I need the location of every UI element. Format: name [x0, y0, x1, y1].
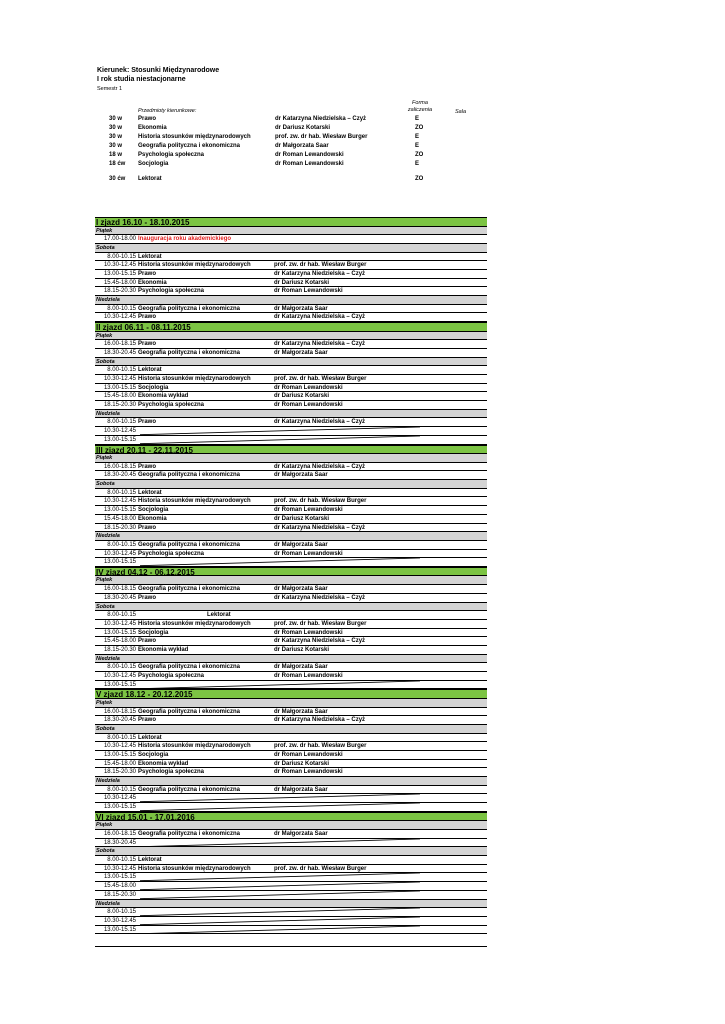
class-row [95, 611, 487, 620]
subject-row [97, 134, 487, 143]
class-subject: Historia stosunków międzynarodowych [138, 865, 251, 872]
class-teacher: dr Roman Lewandowski [274, 288, 343, 295]
class-row [95, 418, 487, 427]
class-subject: Prawo [138, 314, 157, 321]
class-teacher: dr Roman Lewandowski [274, 629, 343, 636]
class-row [95, 279, 487, 288]
class-row [95, 908, 487, 917]
class-time: 10.30-12.45 [103, 743, 136, 750]
subject-row [97, 161, 487, 170]
class-time: 16.00-18.15 [103, 341, 136, 348]
day-header: Piątek [95, 332, 487, 341]
cancelled-strike [140, 908, 420, 916]
cancelled-strike [140, 926, 420, 934]
class-row [95, 839, 487, 848]
subject-hours: 30 w [109, 134, 123, 140]
class-row [95, 384, 487, 393]
class-time: 8.00-10.15 [107, 664, 136, 671]
class-subject: Psychologia społeczna [138, 673, 205, 679]
class-time: 18.15-20.30 [103, 891, 136, 898]
day-header: Piątek [95, 699, 487, 708]
subject-name: Prawo [138, 116, 157, 122]
subject-name: Historia stosunków międzynarodowych [138, 134, 251, 140]
class-teacher: prof. zw. dr hab. Wiesław Burger [274, 498, 367, 505]
class-row [95, 742, 487, 751]
class-time: 16.00-18.15 [103, 463, 136, 470]
class-row [95, 873, 487, 882]
class-row [95, 882, 487, 891]
class-teacher: prof. zw. dr hab. Wiesław Burger [274, 620, 367, 627]
class-row [95, 830, 487, 839]
class-subject: Ekonomia wykład [138, 393, 189, 400]
class-row [95, 550, 487, 559]
subjects-header: Przedmioty kierunkowe: [138, 108, 197, 114]
class-subject: Psychologia społeczna [138, 402, 205, 409]
class-subject: Prawo [138, 419, 157, 426]
class-teacher: dr Małgorzata Saar [274, 472, 328, 479]
class-subject: Lektorat [138, 489, 162, 496]
cancelled-strike [140, 803, 420, 811]
class-time: 13.00-15.15 [103, 874, 136, 881]
class-time: 16.00-18.15 [103, 831, 136, 837]
cancelled-strike [140, 558, 420, 566]
class-time: 13.00-15.15 [103, 436, 136, 443]
class-time: 13.00-15.15 [103, 752, 136, 758]
subject-form: ZO [415, 152, 424, 158]
class-row [95, 594, 487, 603]
class-time: 10.30-12.45 [103, 498, 136, 505]
class-teacher: dr Katarzyna Niedzielska – Czyż [274, 270, 366, 277]
class-row [95, 261, 487, 270]
class-time: 18.15-20.30 [103, 646, 136, 653]
class-subject: Prawo [138, 594, 157, 601]
class-row [95, 235, 487, 244]
class-teacher: prof. zw. dr hab. Wiesław Burger [274, 865, 367, 872]
subject-hours: 30 w [109, 116, 123, 122]
class-teacher: dr Katarzyna Niedzielska – Czyż [274, 524, 366, 531]
class-time: 18.30-20.45 [103, 594, 136, 601]
class-row [95, 708, 487, 717]
subjects-list [97, 100, 487, 190]
day-header: Niedziela [95, 296, 487, 305]
class-time: 18.15-20.30 [103, 769, 136, 776]
class-row [95, 794, 487, 803]
session-header: I zjazd 16.10 - 18.10.2015 [95, 217, 487, 227]
class-teacher: dr Roman Lewandowski [274, 769, 343, 776]
class-subject: Geografia polityczna i ekonomiczna [138, 349, 241, 356]
class-time: 18.30-20.45 [103, 349, 136, 356]
class-row [95, 637, 487, 646]
subject-name: Socjologia [138, 161, 169, 167]
class-time: 8.00-10.15 [107, 367, 136, 374]
room-column-header: Sala [455, 109, 467, 115]
class-row [95, 515, 487, 524]
session-header: VI zjazd 15.01 - 17.01.2016 [95, 812, 487, 822]
class-row [95, 620, 487, 629]
class-time: 10.30-12.45 [103, 673, 136, 679]
class-row [95, 558, 487, 567]
class-teacher: dr Roman Lewandowski [274, 402, 343, 409]
class-subject: Historia stosunków międzynarodowych [138, 498, 251, 505]
subject-teacher: dr Katarzyna Niedzielska – Czyż [275, 116, 367, 122]
class-subject: Socjologia [138, 384, 169, 391]
class-subject: Inauguracja roku akademickiego [138, 236, 232, 243]
subject-name: Lektorat [138, 176, 162, 182]
class-time: 8.00-10.15 [107, 909, 136, 916]
class-row [95, 340, 487, 349]
class-row [95, 803, 487, 812]
class-time: 8.00-10.15 [107, 419, 136, 426]
class-subject: Geografia polityczna i ekonomiczna [138, 586, 241, 593]
class-row [95, 865, 487, 874]
class-time: 10.30-12.45 [103, 428, 136, 435]
subject-row [97, 152, 487, 161]
class-time: 13.00-15.15 [103, 507, 136, 514]
day-header: Sobota [95, 244, 487, 253]
class-time: 13.00-15.15 [103, 681, 136, 688]
cancelled-strike [140, 873, 420, 881]
class-subject: Socjologia [138, 752, 169, 758]
class-row [95, 716, 487, 725]
class-row [95, 524, 487, 533]
class-teacher: dr Dariusz Kotarski [274, 760, 330, 767]
class-teacher: dr Katarzyna Niedzielska – Czyż [274, 594, 366, 601]
class-time: 8.00-10.15 [107, 541, 136, 548]
subject-hours: 30 w [109, 125, 123, 131]
class-time: 18.30-20.45 [103, 717, 136, 724]
class-teacher: dr Małgorzata Saar [274, 349, 328, 356]
subject-teacher: dr Małgorzata Saar [275, 143, 329, 149]
class-row [95, 760, 487, 769]
day-header: Sobota [95, 358, 487, 367]
class-teacher: dr Katarzyna Niedzielska – Czyż [274, 638, 366, 645]
class-time: 13.00-15.15 [103, 629, 136, 636]
class-teacher: dr Roman Lewandowski [274, 673, 343, 679]
class-time: 15.45-18.00 [103, 393, 136, 400]
day-header: Niedziela [95, 532, 487, 541]
class-teacher: dr Roman Lewandowski [274, 752, 343, 758]
class-time: 10.30-12.45 [103, 550, 136, 557]
class-time: 15.45-18.00 [103, 515, 136, 522]
class-subject: Lektorat [138, 734, 162, 741]
subject-form: E [415, 161, 420, 167]
class-teacher: dr Małgorzata Saar [274, 305, 328, 312]
class-time: 10.30-12.45 [103, 865, 136, 872]
day-header: Niedziela [95, 900, 487, 909]
class-time: 13.00-15.15 [103, 559, 136, 566]
subject-form: E [415, 143, 420, 149]
subject-hours: 18 ćw [109, 161, 126, 167]
class-subject: Geografia polityczna i ekonomiczna [138, 786, 241, 793]
class-row [95, 891, 487, 900]
day-header: Niedziela [95, 655, 487, 664]
class-subject: Lektorat [138, 857, 162, 864]
class-teacher: dr Roman Lewandowski [274, 550, 343, 557]
cancelled-strike [140, 794, 420, 802]
class-subject: Historia stosunków międzynarodowych [138, 262, 251, 269]
class-subject: Historia stosunków międzynarodowych [138, 376, 251, 382]
class-subject: Prawo [138, 524, 157, 531]
class-subject: Geografia polityczna i ekonomiczna [138, 305, 241, 312]
class-time: 8.00-10.15 [107, 786, 136, 793]
class-time: 17.00-18.00 [103, 236, 136, 243]
class-teacher: dr Małgorzata Saar [274, 586, 328, 593]
class-subject: Socjologia [138, 507, 169, 514]
class-time: 18.15-20.30 [103, 524, 136, 531]
class-subject: Prawo [138, 341, 157, 348]
subject-row [97, 143, 487, 152]
class-time: 10.30-12.45 [103, 795, 136, 802]
class-subject: Ekonomia [138, 279, 167, 286]
class-teacher: dr Małgorzata Saar [274, 831, 328, 837]
class-time: 8.00-10.15 [107, 734, 136, 741]
class-row [95, 856, 487, 865]
day-header: Sobota [95, 480, 487, 489]
class-teacher: dr Małgorzata Saar [274, 786, 328, 793]
class-time: 8.00-10.15 [107, 612, 136, 619]
class-subject: Ekonomia wykład [138, 646, 189, 653]
class-subject: Psychologia społeczna [138, 288, 205, 295]
subject-form: ZO [415, 176, 424, 182]
class-teacher: dr Katarzyna Niedzielska – Czyż [274, 314, 366, 321]
class-time: 10.30-12.45 [103, 314, 136, 321]
cancelled-strike [140, 891, 420, 899]
subject-name: Geografia polityczna i ekonomiczna [138, 143, 241, 149]
class-time: 15.45-18.00 [103, 760, 136, 767]
class-subject: Lektorat [138, 367, 162, 374]
class-row [95, 917, 487, 926]
session-header: IV zjazd 04.12 - 06.12.2015 [95, 567, 487, 577]
class-row [95, 436, 487, 445]
class-teacher: dr Małgorzata Saar [274, 541, 328, 548]
class-time: 10.30-12.45 [103, 376, 136, 382]
day-header: Sobota [95, 847, 487, 856]
class-subject: Lektorat [207, 612, 231, 619]
subject-form: E [415, 116, 420, 122]
class-subject: Geografia polityczna i ekonomiczna [138, 472, 241, 479]
subject-form: ZO [415, 125, 424, 131]
subject-teacher: dr Roman Lewandowski [275, 161, 344, 167]
session-header: II zjazd 06.11 - 08.11.2015 [95, 322, 487, 332]
session-header: III zjazd 20.11 - 22.11.2015 [95, 445, 487, 455]
class-row [95, 471, 487, 480]
day-header: Piątek [95, 454, 487, 463]
subject-teacher: prof. zw. dr hab. Wiesław Burger [275, 134, 368, 140]
class-subject: Lektorat [138, 253, 162, 260]
class-teacher: dr Dariusz Kotarski [274, 646, 330, 653]
class-time: 8.00-10.15 [107, 253, 136, 260]
class-row [95, 375, 487, 384]
class-row [95, 786, 487, 795]
class-time: 8.00-10.15 [107, 489, 136, 496]
class-teacher: dr Dariusz Kotarski [274, 515, 330, 522]
class-teacher: dr Małgorzata Saar [274, 664, 328, 671]
subject-hours: 18 w [109, 152, 123, 158]
class-subject: Socjologia [138, 629, 169, 636]
class-row [95, 401, 487, 410]
class-teacher: dr Dariusz Kotarski [274, 279, 330, 286]
class-row [95, 926, 487, 935]
class-subject: Historia stosunków międzynarodowych [138, 743, 251, 750]
subject-name: Psychologia społeczna [138, 152, 205, 158]
class-teacher: dr Katarzyna Niedzielska – Czyż [274, 341, 366, 348]
subject-hours: 30 w [109, 143, 123, 149]
class-teacher: dr Katarzyna Niedzielska – Czyż [274, 419, 366, 426]
class-time: 16.00-18.15 [103, 708, 136, 715]
class-row [95, 646, 487, 655]
year-title: I rok studia niestacjonarne [97, 76, 186, 83]
class-time: 15.45-18.00 [103, 279, 136, 286]
class-row [95, 463, 487, 472]
class-teacher: prof. zw. dr hab. Wiesław Burger [274, 262, 367, 269]
class-row [95, 287, 487, 296]
class-row [95, 681, 487, 690]
session-header: V zjazd 18.12 - 20.12.2015 [95, 689, 487, 699]
class-time: 18.15-20.30 [103, 288, 136, 295]
class-subject: Geografia polityczna i ekonomiczna [138, 831, 241, 837]
class-time: 13.00-15.15 [103, 384, 136, 391]
class-subject: Prawo [138, 270, 157, 277]
day-header: Piątek [95, 227, 487, 236]
class-time: 18.30-20.45 [103, 472, 136, 479]
class-subject: Prawo [138, 463, 157, 470]
cancelled-strike [140, 839, 420, 847]
class-time: 18.30-20.45 [103, 839, 136, 846]
class-row [95, 305, 487, 314]
subject-row [97, 116, 487, 125]
subject-row [97, 176, 487, 185]
class-teacher: prof. zw. dr hab. Wiesław Burger [274, 376, 367, 382]
class-time: 10.30-12.45 [103, 917, 136, 924]
day-header: Sobota [95, 603, 487, 612]
class-row [95, 497, 487, 506]
class-time: 8.00-10.15 [107, 857, 136, 864]
class-row [95, 629, 487, 638]
cancelled-strike [140, 436, 420, 444]
class-teacher: dr Dariusz Kotarski [274, 393, 330, 400]
class-subject: Psychologia społeczna [138, 550, 205, 557]
class-teacher: dr Katarzyna Niedzielska – Czyż [274, 717, 366, 724]
class-row [95, 663, 487, 672]
cancelled-strike [140, 681, 420, 689]
class-time: 13.00-15.15 [103, 926, 136, 933]
class-row [95, 270, 487, 279]
class-time: 10.30-12.45 [103, 262, 136, 269]
schedule-bottom-rule [95, 946, 487, 947]
class-subject: Geografia polityczna i ekonomiczna [138, 708, 241, 715]
schedule-table [95, 217, 487, 934]
class-row [95, 489, 487, 498]
cancelled-strike [140, 427, 420, 435]
subject-teacher: dr Dariusz Kotarski [275, 125, 331, 131]
class-row [95, 349, 487, 358]
class-row [95, 313, 487, 322]
day-header: Piątek [95, 576, 487, 585]
class-row [95, 768, 487, 777]
subject-name: Ekonomia [138, 125, 167, 131]
subject-hours: 30 ćw [109, 176, 126, 182]
class-teacher: dr Katarzyna Niedzielska – Czyż [274, 463, 366, 470]
class-subject: Prawo [138, 638, 157, 645]
class-row [95, 541, 487, 550]
subject-teacher: dr Roman Lewandowski [275, 152, 344, 158]
class-row [95, 506, 487, 515]
class-row [95, 751, 487, 760]
class-row [95, 427, 487, 436]
day-header: Sobota [95, 725, 487, 734]
class-subject: Ekonomia [138, 515, 167, 522]
class-time: 8.00-10.15 [107, 305, 136, 312]
class-subject: Historia stosunków międzynarodowych [138, 620, 251, 627]
class-time: 13.00-15.15 [103, 804, 136, 811]
class-row [95, 672, 487, 681]
class-subject: Psychologia społeczna [138, 769, 205, 776]
semester-label: Semestr 1 [97, 86, 123, 92]
class-teacher: dr Roman Lewandowski [274, 384, 343, 391]
program-title: Kierunek: Stosunki Międzynarodowe [97, 67, 220, 74]
class-row [95, 366, 487, 375]
class-time: 18.15-20.30 [103, 402, 136, 409]
class-time: 15.45-18.00 [103, 638, 136, 645]
form-column-header: Forma zaliczenia [407, 100, 433, 113]
cancelled-strike [140, 882, 420, 890]
subject-form: E [415, 134, 420, 140]
subject-row [97, 125, 487, 134]
class-row [95, 392, 487, 401]
day-header: Piątek [95, 821, 487, 830]
class-row [95, 585, 487, 594]
class-time: 13.00-15.15 [103, 270, 136, 277]
class-subject: Prawo [138, 717, 157, 724]
cancelled-strike [140, 917, 420, 925]
class-teacher: dr Małgorzata Saar [274, 708, 328, 715]
class-time: 15.45-18.00 [103, 883, 136, 890]
class-teacher: dr Roman Lewandowski [274, 507, 343, 514]
class-time: 16.00-18.15 [103, 586, 136, 593]
class-row [95, 734, 487, 743]
class-subject: Geografia polityczna i ekonomiczna [138, 541, 241, 548]
class-subject: Geografia polityczna i ekonomiczna [138, 664, 241, 671]
class-subject: Ekonomia wykład [138, 760, 189, 767]
class-time: 10.30-12.45 [103, 620, 136, 627]
day-header: Niedziela [95, 777, 487, 786]
class-row [95, 253, 487, 262]
class-teacher: prof. zw. dr hab. Wiesław Burger [274, 743, 367, 750]
day-header: Niedziela [95, 410, 487, 419]
